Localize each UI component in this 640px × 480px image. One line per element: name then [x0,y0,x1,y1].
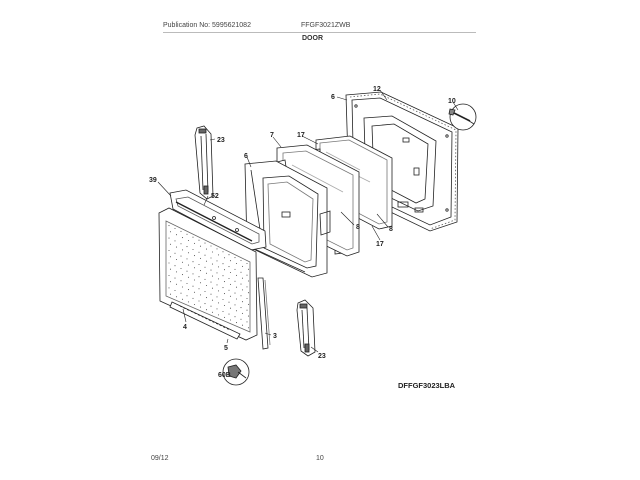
side-trim-3 [258,278,270,349]
callout-39: 39 [149,177,157,184]
callout-8-a: 8 [356,224,360,231]
callout-12: 12 [373,86,381,93]
callout-8-b: 8 [389,226,393,233]
model-number: FFGF3021ZWB [301,22,351,29]
footer-page-number: 10 [316,455,324,462]
section-title: DOOR [302,35,323,42]
callout-23-top: 23 [217,137,225,144]
callout-7: 7 [270,132,274,139]
footer-date: 09/12 [151,455,169,462]
callout-23-bot: 23 [318,353,326,360]
callout-4: 4 [183,324,187,331]
callout-52: 52 [211,193,219,200]
publication-number: Publication No: 5995621082 [163,22,251,29]
diagram-code: DFFGF3023LBA [398,381,456,390]
callout-6-top: 6 [331,94,335,101]
callout-5: 5 [224,345,228,352]
callout-3: 3 [273,333,277,340]
callout-6-mid: 6 [244,153,248,160]
callout-17-top: 17 [297,132,305,139]
hinge-23-upper [195,126,213,199]
callout-60b: 60B [218,372,231,379]
callout-17-bot: 17 [376,241,384,248]
callout-10: 10 [448,98,456,105]
